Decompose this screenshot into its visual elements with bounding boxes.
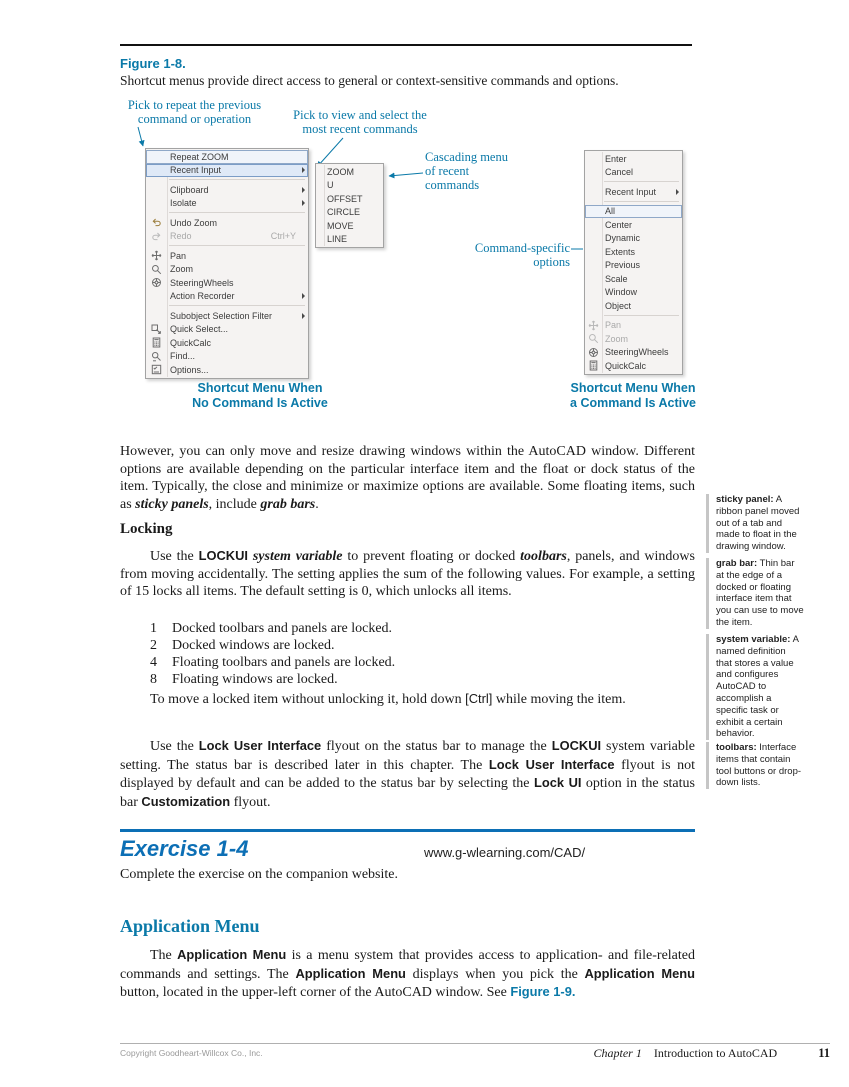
figure-label: Figure 1-8. xyxy=(120,56,186,71)
definition-toolbars xyxy=(706,742,804,789)
annotation-cascading-menu: Cascading menu of recent commands xyxy=(425,150,508,192)
menu-item-isolate[interactable] xyxy=(146,197,308,211)
menu-item-extents[interactable] xyxy=(585,245,682,259)
zoom-icon xyxy=(585,333,602,344)
menu-item-all[interactable] xyxy=(585,205,682,219)
menu-item-label: All xyxy=(605,206,616,217)
exercise-url-link[interactable]: www.g-wlearning.com/CAD/ xyxy=(424,845,586,860)
menu-item-steeringwheels[interactable] xyxy=(585,346,682,360)
recent-input-submenu xyxy=(315,163,384,248)
menu-item-line[interactable] xyxy=(316,233,383,247)
submenu-arrow-icon xyxy=(296,167,308,173)
definition-grab-bar xyxy=(706,558,804,629)
menu-item-recent-input[interactable] xyxy=(146,164,308,178)
footer-chapter: Chapter 1 xyxy=(593,1046,642,1060)
shortcut-menu-command-active xyxy=(584,150,683,375)
page-number: 11 xyxy=(818,1046,830,1060)
menu-item-label: Pan xyxy=(605,320,622,331)
steeringwheels-icon xyxy=(146,277,167,288)
menu-item-label: Recent Input xyxy=(605,186,657,197)
definition-text: A ribbon panel moved out of a tab and made to float in the drawing window. xyxy=(716,494,800,553)
submenu-arrow-icon xyxy=(296,200,308,206)
steeringwheels-icon xyxy=(585,347,602,358)
menu-item-window[interactable] xyxy=(585,286,682,300)
menu-separator xyxy=(604,201,679,203)
menu-item-label: Isolate xyxy=(170,198,197,209)
undo-icon xyxy=(146,217,167,228)
menu-item-label: Recent Input xyxy=(170,165,222,176)
submenu-arrow-icon xyxy=(296,293,308,299)
definition-term: toolbars: xyxy=(716,742,757,753)
exercise-text: Complete the exercise on the companion website. xyxy=(120,867,398,882)
paragraph-lockui: Use the LOCKUI system variable to prevent floating or docked toolbars, panels, and windows from moving accidentally. The setting applies the sum of the following values. For example, a setting of 15 locks all items. The default setting is 0, which unlocks all items. xyxy=(120,548,695,599)
menu-item-label: Object xyxy=(605,300,632,311)
definition-sticky-panel xyxy=(706,494,804,553)
left-menu-caption: Shortcut Menu When No Command Is Active xyxy=(192,381,328,410)
menu-item-label: Extents xyxy=(605,246,636,257)
quickcalc-icon xyxy=(585,360,602,371)
menu-item-repeat-zoom[interactable] xyxy=(146,150,308,164)
menu-item-label: Redo xyxy=(170,231,192,242)
menu-item-object[interactable] xyxy=(585,299,682,313)
menu-item-enter[interactable] xyxy=(585,152,682,166)
menu-item-label: QuickCalc xyxy=(170,337,212,348)
lock-value-row xyxy=(120,637,695,654)
menu-item-label: Clipboard xyxy=(170,184,209,195)
lock-value-number: 4 xyxy=(150,655,157,670)
menu-item-center[interactable] xyxy=(585,218,682,232)
menu-item-label: Dynamic xyxy=(605,233,641,244)
menu-item-clipboard[interactable] xyxy=(146,183,308,197)
definition-system-variable xyxy=(706,634,804,740)
footer-copyright: Copyright Goodheart-Willcox Co., Inc. xyxy=(120,1048,263,1058)
annotation-recent-commands: Pick to view and select the most recent commands xyxy=(293,108,427,136)
footer-rule xyxy=(120,1043,830,1044)
menu-item-previous[interactable] xyxy=(585,259,682,273)
lock-values-list xyxy=(120,620,695,688)
footer-chapter-info xyxy=(594,1046,830,1061)
top-rule xyxy=(120,44,692,46)
menu-item-pan[interactable] xyxy=(146,249,308,263)
menu-item-zoom[interactable] xyxy=(585,332,682,346)
definition-text: Interface items that contain tool buttons or drop-down lists. xyxy=(716,742,802,789)
menu-item-options[interactable] xyxy=(146,363,308,377)
lock-value-text: Floating toolbars and panels are locked. xyxy=(172,655,396,670)
menu-item-label: Zoom xyxy=(605,333,629,344)
paragraph-windows: However, you can only move and resize drawing windows within the AutoCAD window. Different options are available depending on the particular interface item and the float or dock status of the item. Typically, the close and minimize or maximize options are available. Some floating items, such as sticky panels, include grab bars. xyxy=(120,444,695,512)
menu-separator xyxy=(169,212,305,214)
definition-term: sticky panel: xyxy=(716,494,774,505)
quickcalc-icon xyxy=(146,337,167,348)
menu-item-label: Pan xyxy=(170,250,187,261)
menu-item-label: CIRCLE xyxy=(327,207,361,218)
lock-value-row xyxy=(120,671,695,688)
menu-item-redo[interactable] xyxy=(146,230,308,244)
menu-item-label: Repeat ZOOM xyxy=(170,151,229,162)
footer-chapter-title: Introduction to AutoCAD xyxy=(653,1046,778,1060)
lock-value-number: 8 xyxy=(150,672,157,687)
paragraph-lock-user-interface: Use the Lock User Interface flyout on the status bar to manage the LOCKUI system variable setting. The status bar is described later in this chapter. The Lock User Interface flyout is not displayed by default and can be added to the status bar by selecting the Lock UI option in the status bar Customization flyout. xyxy=(120,738,695,810)
menu-item-label: QuickCalc xyxy=(605,360,647,371)
annotation-repeat-command: Pick to repeat the previous command or operation xyxy=(127,98,262,126)
menu-item-cancel[interactable] xyxy=(585,166,682,180)
menu-item-label: OFFSET xyxy=(327,193,363,204)
submenu-arrow-icon xyxy=(296,187,308,193)
menu-item-label: Action Recorder xyxy=(170,291,235,302)
menu-item-u[interactable] xyxy=(316,179,383,193)
find-icon xyxy=(146,351,167,362)
paragraph-ctrl-move: To move a locked item without unlocking it, hold down [Ctrl] while moving the item. xyxy=(150,691,626,707)
lock-value-text: Floating windows are locked. xyxy=(172,672,338,687)
menu-separator xyxy=(604,181,679,183)
pan-icon xyxy=(146,250,167,261)
menu-item-zoom[interactable] xyxy=(316,165,383,179)
menu-item-label: MOVE xyxy=(327,220,354,231)
lock-value-row xyxy=(120,654,695,671)
paragraph-application-menu: The Application Menu is a menu system that provides access to application- and file-related commands and settings. The Application Menu displays when you pick the Application Menu button, located in the upper-left corner of the AutoCAD window. See Figure 1-9. xyxy=(120,947,695,1000)
menu-separator xyxy=(604,315,679,317)
menu-item-quickcalc[interactable] xyxy=(146,336,308,350)
lock-value-number: 2 xyxy=(150,638,157,653)
exercise-rule xyxy=(120,829,695,832)
submenu-arrow-icon xyxy=(670,189,682,195)
menu-item-label: Cancel xyxy=(605,167,634,178)
menu-separator xyxy=(169,245,305,247)
definition-term: system variable: xyxy=(716,634,791,645)
menu-item-circle[interactable] xyxy=(316,206,383,220)
menu-item-subobject-selection-filter[interactable] xyxy=(146,309,308,323)
menu-item-label: Zoom xyxy=(170,264,194,275)
exercise-title: Exercise 1-4 xyxy=(120,836,249,861)
lock-value-text: Docked toolbars and panels are locked. xyxy=(172,621,393,636)
lock-value-text: Docked windows are locked. xyxy=(172,638,335,653)
menu-item-label: ZOOM xyxy=(327,166,354,177)
menu-item-label: Options... xyxy=(170,364,209,375)
locking-heading: Locking xyxy=(120,521,173,537)
menu-item-shortcut: Ctrl+Y xyxy=(270,231,296,242)
menu-item-quickcalc[interactable] xyxy=(585,359,682,373)
menu-item-label: Enter xyxy=(605,153,627,164)
lock-value-number: 1 xyxy=(150,621,157,636)
redo-icon xyxy=(146,231,167,242)
menu-item-find[interactable] xyxy=(146,350,308,364)
menu-item-label: Center xyxy=(605,219,633,230)
menu-item-label: Subobject Selection Filter xyxy=(170,310,273,321)
menu-item-move[interactable] xyxy=(316,219,383,233)
menu-item-action-recorder[interactable] xyxy=(146,290,308,304)
figure-caption: Shortcut menus provide direct access to general or context-sensitive commands and options. xyxy=(120,73,619,88)
application-menu-heading: Application Menu xyxy=(120,916,260,936)
menu-item-label: LINE xyxy=(327,234,348,245)
quick-select-icon xyxy=(146,324,167,335)
right-menu-caption: Shortcut Menu When a Command Is Active xyxy=(570,381,696,410)
menu-item-dynamic[interactable] xyxy=(585,232,682,246)
menu-item-scale[interactable] xyxy=(585,272,682,286)
menu-item-recent-input[interactable] xyxy=(585,185,682,199)
annotation-command-specific: Command-specific options xyxy=(474,241,570,269)
zoom-icon xyxy=(146,264,167,275)
menu-item-label: Window xyxy=(605,287,638,298)
menu-item-quick-select[interactable] xyxy=(146,323,308,337)
menu-item-label: SteeringWheels xyxy=(170,277,234,288)
submenu-arrow-icon xyxy=(296,313,308,319)
menu-item-undo-zoom[interactable] xyxy=(146,216,308,230)
definition-text: A named definition that stores a value and configures AutoCAD to accomplish a specific task or exhibit a certain behavior. xyxy=(716,634,799,740)
menu-item-zoom[interactable] xyxy=(146,263,308,277)
menu-item-label: SteeringWheels xyxy=(605,347,669,358)
menu-item-offset[interactable] xyxy=(316,192,383,206)
menu-item-label: Scale xyxy=(605,273,628,284)
menu-item-steeringwheels[interactable] xyxy=(146,276,308,290)
menu-separator xyxy=(169,179,305,181)
definition-term: grab bar: xyxy=(716,558,758,569)
menu-separator xyxy=(169,305,305,307)
menu-item-label: Quick Select... xyxy=(170,324,229,335)
definition-text: Thin bar at the edge of a docked or floating interface item that you can use to move the item. xyxy=(716,558,804,628)
shortcut-menu-no-command xyxy=(145,148,309,379)
menu-item-label: U xyxy=(327,180,334,191)
lock-value-row xyxy=(120,620,695,637)
menu-item-label: Previous xyxy=(605,260,641,271)
menu-item-label: Find... xyxy=(170,351,196,362)
pan-icon xyxy=(585,320,602,331)
menu-item-label: Undo Zoom xyxy=(170,217,218,228)
options-icon xyxy=(146,364,167,375)
menu-item-pan[interactable] xyxy=(585,319,682,333)
